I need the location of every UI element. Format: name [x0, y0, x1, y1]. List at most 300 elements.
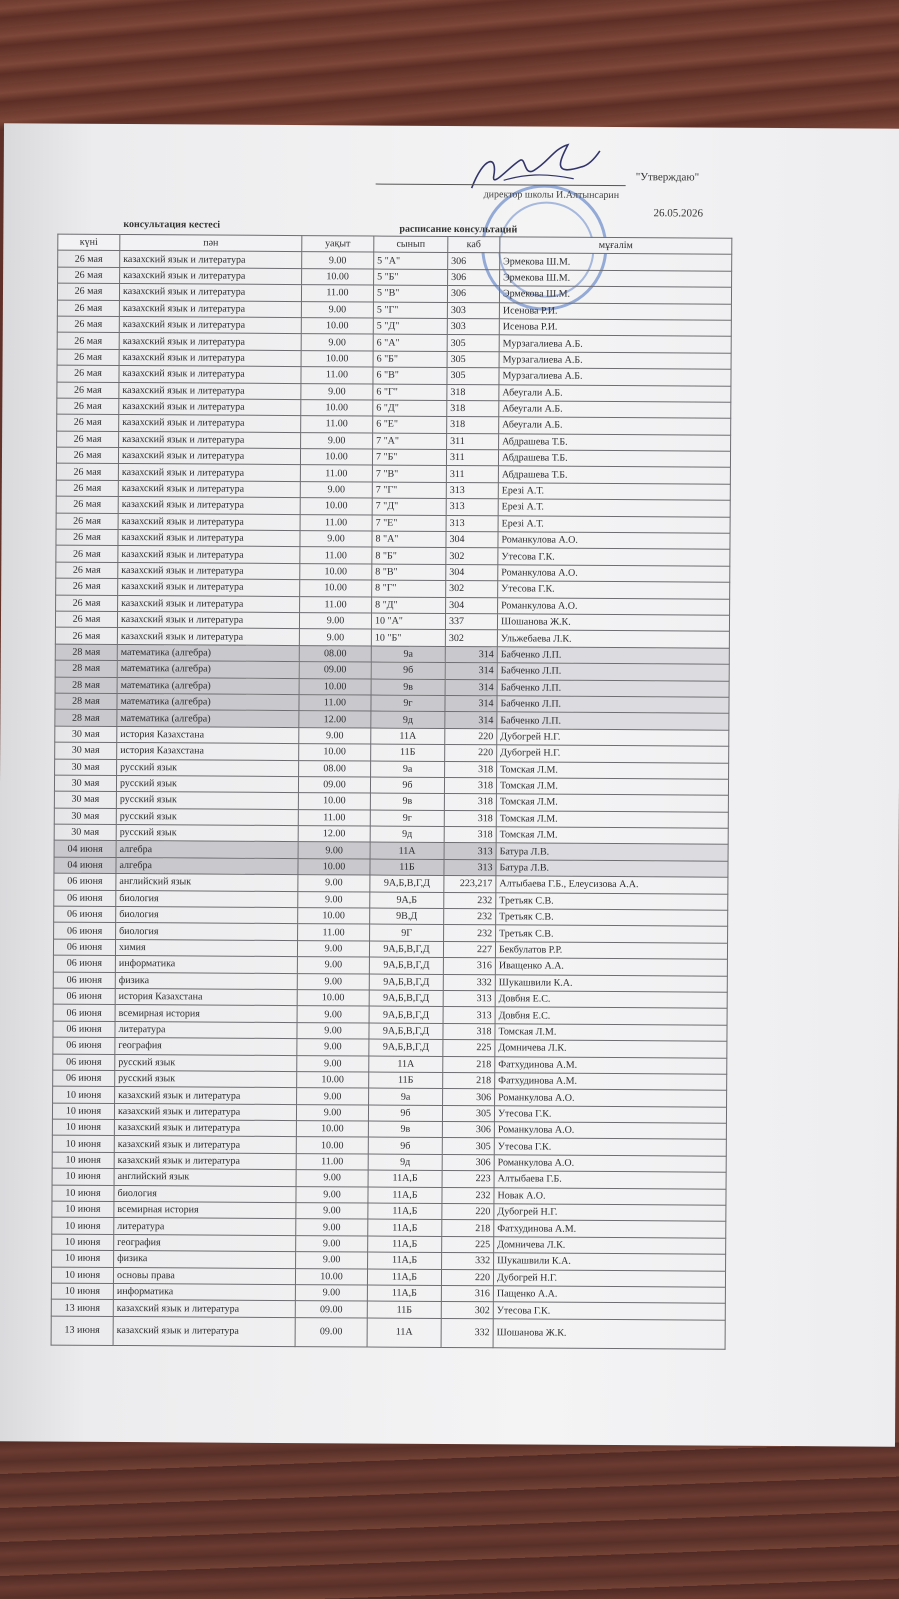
cell-time: 10.00 [295, 1268, 367, 1285]
cell-day: 30 мая [55, 759, 117, 776]
cell-class: 7 "В" [372, 465, 446, 482]
cell-class: 7 "Е" [372, 515, 446, 532]
cell-time: 08.00 [299, 645, 371, 662]
cell-time: 10.00 [298, 908, 370, 925]
cell-day: 04 июня [54, 857, 116, 874]
cell-class: 8 "А" [372, 531, 446, 548]
cell-class: 11А,Б [368, 1187, 442, 1204]
cell-day: 28 мая [55, 677, 117, 694]
cell-class: 8 "Д" [372, 597, 446, 614]
cell-subject: казахский язык и литература [118, 513, 300, 531]
cell-subject: казахский язык и литература [119, 300, 301, 318]
cell-class: 9Г [370, 924, 444, 941]
cell-teacher: Абеугали А.Б. [499, 401, 731, 419]
cell-room: 318 [444, 794, 496, 811]
cell-time: 11.00 [298, 809, 370, 826]
cell-time: 9.00 [296, 1235, 368, 1252]
cell-time: 10.00 [296, 1121, 368, 1138]
cell-teacher: Томская Л.М. [496, 810, 728, 828]
table-body [51, 250, 732, 1348]
cell-teacher: Абдрашева Т.Б. [498, 466, 730, 484]
column-header-room: каб [448, 236, 500, 253]
cell-room: 232 [444, 925, 496, 942]
cell-subject: казахский язык и литература [114, 1103, 296, 1121]
caption-russian: расписание консультаций [399, 223, 518, 236]
cell-teacher: Мурзагалиева А.Б. [499, 368, 731, 386]
cell-subject: химия [115, 939, 297, 957]
cell-subject: казахский язык и литература [118, 530, 300, 548]
cell-time: 11.00 [296, 1153, 368, 1170]
cell-time: 10.00 [297, 990, 369, 1007]
cell-day: 10 июня [52, 1168, 114, 1185]
cell-time: 9.00 [295, 1285, 367, 1302]
cell-subject: математика (алгебра) [117, 677, 299, 695]
cell-teacher: Исенова Р.И. [499, 319, 731, 337]
cell-time: 11.00 [300, 596, 372, 613]
cell-teacher: Утесова Г.К. [498, 581, 730, 599]
cell-room: 314 [445, 695, 497, 712]
cell-time: 10.00 [301, 399, 373, 416]
cell-teacher: Романкулова А.О. [498, 532, 730, 550]
cell-room: 220 [441, 1269, 493, 1286]
cell-subject: казахский язык и литература [120, 267, 302, 285]
cell-time: 10.00 [297, 1071, 369, 1088]
cell-room: 314 [445, 646, 497, 663]
cell-class: 9А,Б,В,Г,Д [369, 957, 443, 974]
cell-subject: биология [116, 890, 298, 908]
cell-class: 7 "Г" [372, 482, 446, 499]
cell-time: 9.00 [297, 1055, 369, 1072]
cell-day: 26 мая [57, 382, 119, 399]
cell-time: 9.00 [297, 1039, 369, 1056]
cell-teacher: Романкулова А.О. [494, 1155, 726, 1173]
cell-subject: казахский язык и литература [119, 333, 301, 351]
cell-day: 10 июня [52, 1119, 114, 1136]
cell-class: 9д [368, 1154, 442, 1171]
cell-subject: казахский язык и литература [119, 366, 301, 384]
cell-time: 11.00 [298, 924, 370, 941]
cell-teacher: Томская Л.М. [495, 1024, 727, 1042]
cell-day: 26 мая [57, 316, 119, 333]
cell-subject: казахский язык и литература [119, 316, 301, 334]
cell-subject: казахский язык и литература [118, 497, 300, 515]
cell-teacher: Батура Л.В. [496, 860, 728, 878]
cell-day: 10 июня [52, 1152, 114, 1169]
cell-day: 26 мая [56, 529, 118, 546]
cell-subject: казахский язык и литература [118, 595, 300, 613]
cell-teacher: Ерезі А.Т. [498, 483, 730, 501]
cell-time: 9.00 [299, 727, 371, 744]
cell-time: 9.00 [300, 531, 372, 548]
cell-subject: русский язык [115, 1054, 297, 1072]
cell-day: 06 июня [53, 988, 115, 1005]
cell-teacher: Шошанова Ж.К. [497, 614, 729, 632]
cell-subject: математика (алгебра) [117, 644, 299, 662]
cell-time: 9.00 [297, 1022, 369, 1039]
cell-day: 26 мая [56, 464, 118, 481]
cell-class: 9А,Б,В,Г,Д [369, 1006, 443, 1023]
cell-subject: история Казахстана [115, 988, 297, 1006]
cell-class: 8 "В" [372, 564, 446, 581]
cell-room: 304 [446, 564, 498, 581]
cell-class: 10 "Б" [371, 629, 445, 646]
cell-teacher: Пащенко А.А. [493, 1286, 725, 1304]
cell-class: 11Б [369, 1072, 443, 1089]
cell-time: 11.00 [299, 695, 371, 712]
cell-room: 316 [443, 958, 495, 975]
cell-room: 304 [446, 532, 498, 549]
cell-class: 11А,Б [368, 1219, 442, 1236]
cell-subject: всемирная история [115, 1005, 297, 1023]
cell-day: 10 июня [53, 1086, 115, 1103]
cell-day: 28 мая [55, 693, 117, 710]
cell-room: 314 [445, 663, 497, 680]
cell-time: 10.00 [300, 449, 372, 466]
cell-time: 9.00 [299, 613, 371, 630]
cell-subject: физика [114, 1251, 296, 1269]
cell-room: 232 [444, 892, 496, 909]
cell-class: 9г [370, 810, 444, 827]
cell-class: 9а [371, 646, 445, 663]
cell-subject: биология [116, 906, 298, 924]
cell-time: 9.00 [301, 301, 373, 318]
cell-room: 311 [446, 466, 498, 483]
cell-class: 9д [370, 826, 444, 843]
cell-room: 337 [445, 613, 497, 630]
cell-day: 26 мая [56, 546, 118, 563]
cell-class: 9в [368, 1121, 442, 1138]
cell-room: 313 [443, 990, 495, 1007]
cell-time: 11.00 [301, 416, 373, 433]
cell-time: 10.00 [299, 678, 371, 695]
cell-teacher: Ерезі А.Т. [498, 515, 730, 533]
cell-room: 313 [444, 859, 496, 876]
cell-time: 9.00 [296, 1203, 368, 1220]
cell-teacher: Эрмекова Ш.М. [500, 253, 732, 271]
cell-teacher: Абдрашева Т.Б. [498, 450, 730, 468]
cell-teacher: Романкулова А.О. [494, 1122, 726, 1140]
cell-class: 9а [371, 761, 445, 778]
cell-room: 218 [443, 1056, 495, 1073]
cell-subject: география [114, 1234, 296, 1252]
cell-room: 313 [443, 1007, 495, 1024]
cell-day: 06 июня [53, 1054, 115, 1071]
cell-class: 9б [368, 1137, 442, 1154]
cell-teacher: Эрмекова Ш.М. [499, 286, 731, 304]
approval-date: 26.05.2026 [653, 207, 704, 220]
cell-room: 313 [446, 515, 498, 532]
cell-day: 30 мая [55, 726, 117, 743]
cell-room: 318 [444, 827, 496, 844]
cell-teacher: Абдрашева Т.Б. [499, 433, 731, 451]
cell-room: 225 [442, 1236, 494, 1253]
cell-day: 06 июня [54, 873, 116, 890]
cell-class: 6 "Д" [373, 400, 447, 417]
cell-subject: казахский язык и литература [114, 1120, 296, 1138]
cell-room: 306 [443, 1089, 495, 1106]
cell-subject: казахский язык и литература [120, 251, 302, 269]
cell-class: 9б [368, 1105, 442, 1122]
cell-day: 26 мая [57, 414, 119, 431]
cell-class: 11А [367, 1318, 441, 1347]
cell-teacher: Абеугали А.Б. [499, 384, 731, 402]
cell-room: 311 [447, 433, 499, 450]
cell-teacher: Алтыбаева Г.Б., Елеусизова А.А. [496, 876, 728, 894]
cell-class: 11А [369, 1056, 443, 1073]
cell-room: 306 [448, 253, 500, 270]
cell-subject: математика (алгебра) [117, 661, 299, 679]
cell-teacher: Мурзагалиева А.Б. [499, 335, 731, 353]
cell-day: 06 июня [53, 955, 115, 972]
cell-teacher: Эрмекова Ш.М. [500, 270, 732, 288]
cell-room: 318 [447, 400, 499, 417]
cell-day: 26 мая [57, 283, 119, 300]
column-header-teacher: мұғалім [500, 237, 732, 255]
cell-subject: казахский язык и литература [118, 448, 300, 466]
cell-time: 10.00 [301, 318, 373, 335]
cell-teacher: Алтыбаева Г.Б. [494, 1171, 726, 1189]
cell-class: 5 "Б" [374, 269, 448, 286]
cell-teacher: Ерезі А.Т. [498, 499, 730, 517]
cell-subject: казахский язык и литература [119, 431, 301, 449]
cell-subject: казахский язык и литература [114, 1152, 296, 1170]
cell-room: 302 [446, 548, 498, 565]
cell-time: 9.00 [298, 842, 370, 859]
cell-time: 9.00 [297, 957, 369, 974]
cell-class: 7 "Д" [372, 498, 446, 515]
cell-subject: казахский язык и литература [119, 349, 301, 367]
cell-subject: информатика [115, 956, 297, 974]
cell-room: 223 [442, 1171, 494, 1188]
cell-time: 11.00 [301, 367, 373, 384]
cell-class: 11А [370, 842, 444, 859]
cell-teacher: Бекбулатов Р.Р. [495, 942, 727, 960]
cell-class: 11А,Б [367, 1269, 441, 1286]
cell-room: 303 [447, 302, 499, 319]
cell-day: 26 мая [56, 496, 118, 513]
cell-day: 13 июня [51, 1316, 113, 1345]
cell-teacher: Фатхудинова А.М. [494, 1220, 726, 1238]
cell-room: 318 [444, 810, 496, 827]
cell-day: 26 мая [58, 250, 120, 267]
cell-time: 11.00 [300, 547, 372, 564]
cell-subject: математика (алгебра) [117, 710, 299, 728]
cell-room: 302 [441, 1302, 493, 1319]
cell-time: 9.00 [298, 891, 370, 908]
cell-subject: казахский язык и литература [118, 480, 300, 498]
cell-room: 218 [442, 1220, 494, 1237]
cell-room: 313 [446, 499, 498, 516]
wood-background-bottom [0, 1440, 899, 1599]
cell-subject: математика (алгебра) [117, 693, 299, 711]
cell-day: 06 июня [53, 1021, 115, 1038]
cell-subject: история Казахстана [117, 726, 299, 744]
cell-teacher: Абеугали А.Б. [499, 417, 731, 435]
cell-room: 306 [448, 269, 500, 286]
cell-room: 306 [447, 286, 499, 303]
cell-day: 26 мая [56, 578, 118, 595]
cell-subject: казахский язык и литература [117, 628, 299, 646]
cell-time: 09.00 [295, 1317, 367, 1346]
approve-label: "Утверждаю" [635, 171, 700, 184]
cell-room: 225 [443, 1040, 495, 1057]
cell-day: 30 мая [55, 742, 117, 759]
cell-teacher: Довбня Е.С. [495, 1007, 727, 1025]
cell-day: 06 июня [54, 922, 116, 939]
cell-room: 318 [447, 384, 499, 401]
cell-subject: информатика [113, 1283, 295, 1301]
cell-teacher: Батура Л.В. [496, 843, 728, 861]
cell-room: 305 [442, 1105, 494, 1122]
column-header-time: уақыт [302, 236, 374, 253]
cell-teacher: Дубогрей Н.Г. [493, 1269, 725, 1287]
cell-class: 11А,Б [368, 1203, 442, 1220]
cell-time: 9.00 [297, 1006, 369, 1023]
cell-room: 232 [442, 1187, 494, 1204]
cell-subject: русский язык [115, 1070, 297, 1088]
cell-room: 302 [446, 581, 498, 598]
cell-teacher: Фатхудинова А.М. [495, 1073, 727, 1091]
cell-class: 9в [370, 793, 444, 810]
cell-class: 5 "Д" [373, 318, 447, 335]
cell-day: 06 июня [53, 1037, 115, 1054]
cell-time: 10.00 [300, 498, 372, 515]
cell-class: 5 "Г" [373, 302, 447, 319]
cell-time: 11.00 [301, 285, 373, 302]
cell-room: 306 [442, 1154, 494, 1171]
cell-subject: казахский язык и литература [118, 464, 300, 482]
cell-class: 7 "А" [373, 433, 447, 450]
cell-teacher: Исенова Р.И. [499, 302, 731, 320]
cell-teacher: Бабченко Л.П. [497, 696, 729, 714]
column-header-class: сынып [374, 236, 448, 253]
cell-day: 10 июня [51, 1283, 113, 1300]
cell-class: 9А,Б,В,Г,Д [369, 990, 443, 1007]
cell-time: 9.00 [296, 1186, 368, 1203]
cell-subject: биология [116, 923, 298, 941]
cell-class: 6 "Г" [373, 384, 447, 401]
cell-teacher: Иващенко А.А. [495, 958, 727, 976]
cell-subject: русский язык [116, 808, 298, 826]
cell-teacher: Шукашвили К.А. [495, 974, 727, 992]
cell-room: 306 [442, 1122, 494, 1139]
cell-subject: алгебра [116, 857, 298, 875]
cell-class: 6 "А" [373, 334, 447, 351]
column-header-subject: пән [120, 234, 302, 252]
cell-room: 302 [445, 630, 497, 647]
cell-subject: русский язык [117, 759, 299, 777]
cell-class: 11А,Б [368, 1236, 442, 1253]
cell-time: 9.00 [296, 1170, 368, 1187]
cell-time: 9.00 [297, 940, 369, 957]
cell-class: 9а [369, 1088, 443, 1105]
cell-subject: казахский язык и литература [113, 1316, 295, 1346]
cell-time: 9.00 [301, 432, 373, 449]
cell-time: 9.00 [299, 629, 371, 646]
cell-day: 28 мая [55, 709, 117, 726]
cell-day: 26 мая [57, 398, 119, 415]
cell-class: 9А,Б [370, 892, 444, 909]
cell-room: 227 [443, 941, 495, 958]
cell-class: 11Б [367, 1301, 441, 1318]
cell-class: 6 "Е" [373, 416, 447, 433]
cell-day: 26 мая [57, 300, 119, 317]
cell-class: 11А,Б [368, 1170, 442, 1187]
cell-subject: всемирная история [114, 1202, 296, 1220]
cell-subject: английский язык [116, 874, 298, 892]
schedule-sheet [0, 123, 899, 1446]
cell-time: 9.00 [300, 481, 372, 498]
cell-day: 26 мая [58, 267, 120, 284]
cell-day: 30 мая [54, 791, 116, 808]
cell-day: 06 июня [54, 890, 116, 907]
director-label: директор школы И.Алтынсарин [483, 189, 620, 202]
cell-time: 11.00 [300, 514, 372, 531]
cell-teacher: Мурзагалиева А.Б. [499, 352, 731, 370]
cell-room: 304 [446, 597, 498, 614]
cell-teacher: Третьяк С.В. [496, 892, 728, 910]
cell-day: 06 июня [53, 939, 115, 956]
cell-class: 9А,Б,В,Г,Д [369, 1023, 443, 1040]
cell-class: 11Б [371, 744, 445, 761]
cell-subject: география [115, 1038, 297, 1056]
cell-room: 318 [443, 1023, 495, 1040]
cell-class: 9А,Б,В,Г,Д [370, 875, 444, 892]
cell-subject: русский язык [116, 792, 298, 810]
cell-room: 318 [444, 777, 496, 794]
cell-subject: казахский язык и литература [115, 1087, 297, 1105]
consultation-table [51, 234, 733, 1350]
cell-room: 220 [445, 728, 497, 745]
cell-day: 26 мая [56, 595, 118, 612]
cell-day: 10 июня [51, 1267, 113, 1284]
cell-time: 9.00 [296, 1252, 368, 1269]
cell-class: 11А [371, 728, 445, 745]
cell-room: 303 [447, 318, 499, 335]
cell-time: 10.00 [301, 350, 373, 367]
cell-room: 332 [441, 1318, 493, 1347]
cell-teacher: Романкулова А.О. [498, 597, 730, 615]
cell-time: 9.00 [301, 334, 373, 351]
cell-subject: биология [114, 1185, 296, 1203]
cell-day: 28 мая [55, 660, 117, 677]
cell-subject: русский язык [116, 825, 298, 843]
cell-day: 30 мая [54, 775, 116, 792]
cell-time: 09.00 [295, 1301, 367, 1318]
cell-teacher: Бабченко Л.П. [497, 647, 729, 665]
cell-subject: казахский язык и литература [119, 415, 301, 433]
cell-room: 223,217 [444, 876, 496, 893]
cell-day: 04 июня [54, 841, 116, 858]
cell-time: 9.00 [297, 973, 369, 990]
cell-class: 9А,Б,В,Г,Д [369, 974, 443, 991]
cell-class: 10 "А" [371, 613, 445, 630]
cell-room: 305 [442, 1138, 494, 1155]
cell-day: 10 июня [52, 1136, 114, 1153]
cell-subject: казахский язык и литература [118, 579, 300, 597]
cell-teacher: Третьяк С.В. [496, 909, 728, 927]
cell-time: 12.00 [298, 826, 370, 843]
cell-teacher: Третьяк С.В. [496, 925, 728, 943]
cell-class: 11Б [370, 859, 444, 876]
cell-class: 6 "Б" [373, 351, 447, 368]
cell-teacher: Ульжебаева Л.К. [497, 630, 729, 648]
cell-teacher: Утесова Г.К. [494, 1105, 726, 1123]
cell-day: 13 июня [51, 1299, 113, 1316]
cell-class: 9г [371, 695, 445, 712]
cell-time: 10.00 [296, 1137, 368, 1154]
cell-room: 305 [447, 335, 499, 352]
